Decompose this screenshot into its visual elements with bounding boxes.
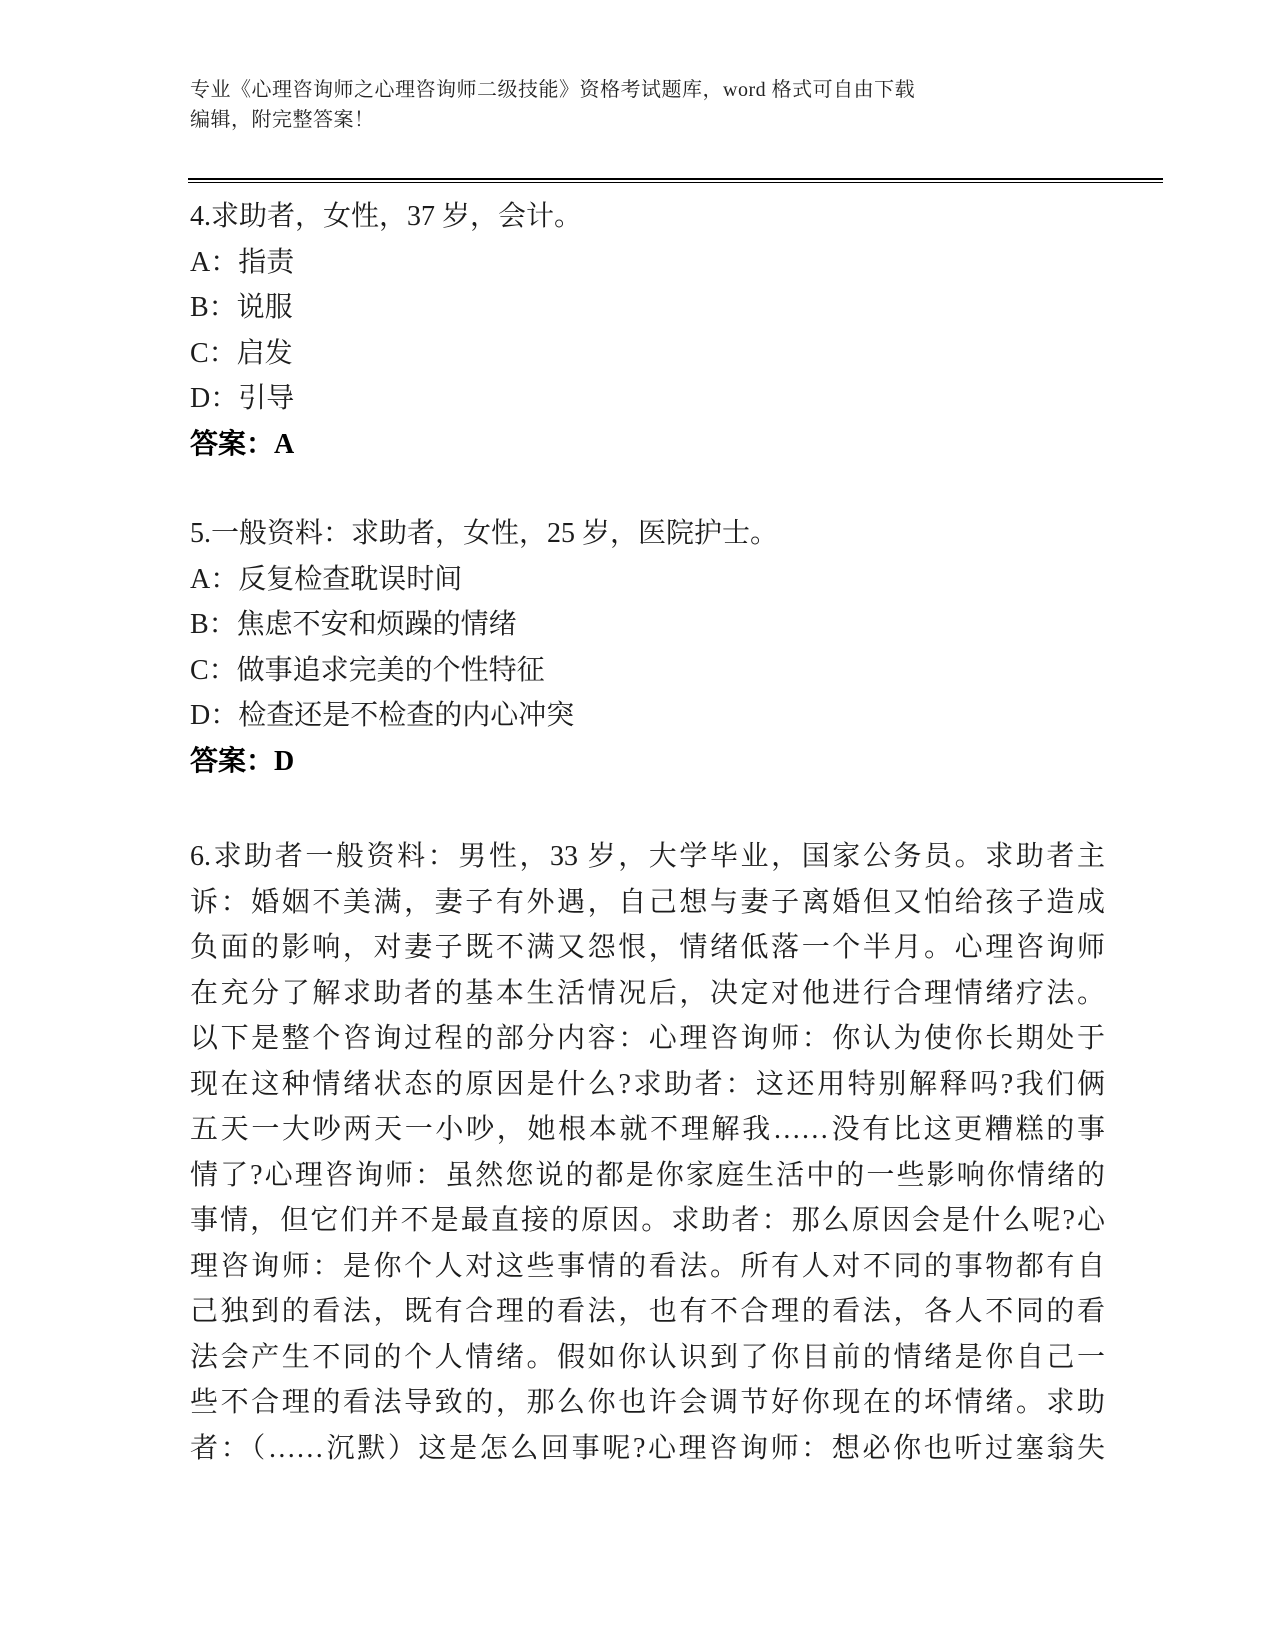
question-6-paragraph: [190, 834, 1105, 1471]
question-6-line: 五天一大吵两天一小吵，她根本就不理解我……没有比这更糟糕的事: [190, 1114, 1105, 1145]
question-6-line: 事情，但它们并不是最直接的原因。求助者：那么原因会是什么呢?心: [190, 1205, 1105, 1236]
document-header: [190, 75, 1105, 135]
question-6-line: 在充分了解求助者的基本生活情况后，决定对他进行合理情绪疗法。: [190, 977, 1105, 1009]
question-4-option-a: A：指责: [190, 246, 295, 278]
question-6-line: 己独到的看法，既有合理的看法，也有不合理的看法，各人不同的看: [190, 1296, 1105, 1327]
header-divider-rule: [188, 178, 1163, 183]
question-6-line: 6.求助者一般资料：男性，33 岁，大学毕业，国家公务员。求助者主: [190, 841, 1105, 872]
question-6-line: 者：（……沉默）这是怎么回事呢?心理咨询师：想必你也听过塞翁失: [190, 1432, 1105, 1464]
header-line-2: 编辑，附完整答案！: [190, 109, 375, 131]
question-5-option-d: D：检查还是不检查的内心冲突: [190, 700, 575, 731]
question-6-line: 法会产生不同的个人情绪。假如你认识到了你目前的情绪是你自己一: [190, 1341, 1105, 1373]
question-6-line: 些不合理的看法导致的，那么你也许会调节好你现在的坏情绪。求助: [190, 1387, 1105, 1418]
question-6-line: 诉：婚姻不美满，妻子有外遇，自己想与妻子离婚但又怕给孩子造成: [190, 886, 1105, 918]
question-4-option-b: B：说服: [190, 292, 293, 323]
question-4-option-c: C：启发: [190, 337, 293, 369]
question-6-line: 以下是整个咨询过程的部分内容：心理咨询师：你认为使你长期处于: [190, 1023, 1105, 1054]
question-4-option-d: D：引导: [190, 383, 295, 414]
question-5: [190, 511, 1105, 784]
question-4-answer: 答案：A: [190, 428, 295, 460]
question-4: [190, 194, 1105, 467]
question-5-stem: 5.一般资料：求助者，女性，25 岁，医院护士。: [190, 518, 779, 549]
header-line-1: 专业《心理咨询师之心理咨询师二级技能》资格考试题库，word 格式可自由下载: [190, 79, 916, 101]
question-6-line: 理咨询师：是你个人对这些事情的看法。所有人对不同的事物都有自: [190, 1250, 1105, 1282]
question-6-line: 情了?心理咨询师：虽然您说的都是你家庭生活中的一些影响你情绪的: [190, 1159, 1105, 1191]
question-6-line: 现在这种情绪状态的原因是什么?求助者：这还用特别解释吗?我们俩: [190, 1068, 1105, 1100]
question-6-line: 负面的影响，对妻子既不满又怨恨，情绪低落一个半月。心理咨询师: [190, 932, 1105, 963]
question-5-option-b: B：焦虑不安和烦躁的情绪: [190, 609, 517, 640]
question-5-option-a: A：反复检查耽误时间: [190, 563, 463, 595]
question-4-stem: 4.求助者，女性，37 岁，会计。: [190, 201, 583, 232]
question-5-answer: 答案：D: [190, 745, 295, 777]
question-5-option-c: C：做事追求完美的个性特征: [190, 654, 545, 686]
